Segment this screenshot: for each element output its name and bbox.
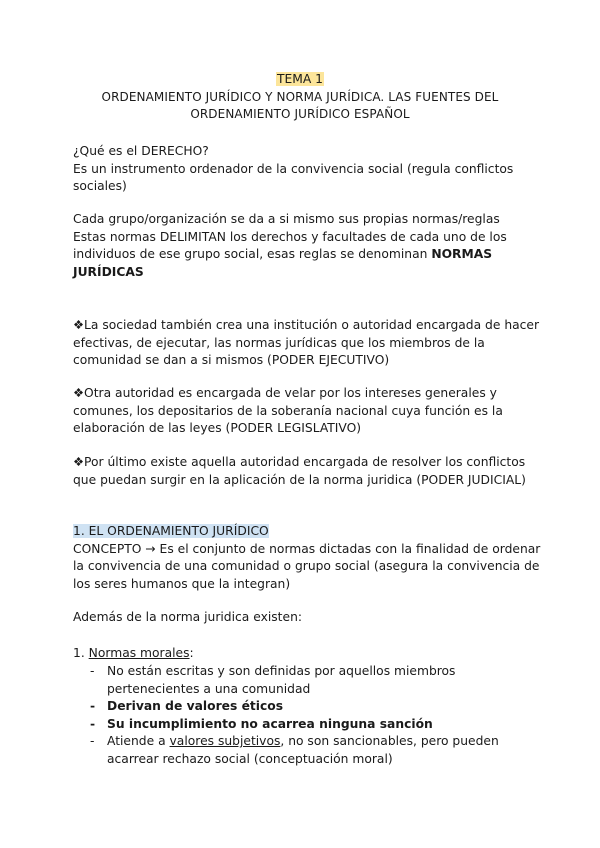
topic-label: TEMA 1 (276, 72, 324, 86)
answer-derecho: Es un instrumento ordenador de la convivencia social (regula conflictos sociales) (73, 161, 514, 193)
moral-norms-list (73, 663, 543, 768)
section-heading: 1. EL ORDENAMIENTO JURÍDICO (73, 524, 269, 538)
norms-line-3: individuos de ese grupo social, esas reglas se denominan NORMAS JURÍDICAS (73, 247, 493, 279)
concept-paragraph: CONCEPTO → Es el conjunto de normas dictadas con la finalidad de ordenar la convivencia de una comunidad o grupo social (asegura la convivencia de los seres humanos que la integran) (73, 541, 541, 591)
dash-bullet: - (90, 664, 95, 678)
normas-juridicas-term: NORMAS JURÍDICAS (73, 247, 493, 279)
moral-norms-heading: 1. Normas morales: (73, 646, 194, 660)
moral-norms-title: Normas morales (88, 646, 190, 660)
judicial-power-paragraph: ❖Por último existe aquella autoridad encargada de resolver los conflictos que puedan surgir en la aplicación de la norma juridica (PODER JUDICIAL) (73, 455, 526, 487)
list-item: - No están escritas y son definidas por aquellos miembros pertenecientes a una comunidad (90, 664, 456, 696)
other-norms-intro: Además de la norma juridica existen: (73, 610, 302, 624)
subjective-values-term: valores subjetivos (169, 734, 281, 748)
dash-bullet: - (90, 699, 96, 713)
legislative-power-paragraph: ❖Otra autoridad es encargada de velar por los intereses generales y comunes, los depositarios de la soberanía nacional cuya función es la elaboración de las leyes (PODER LEGISLATIVO) (73, 386, 503, 435)
list-item: - Derivan de valores éticos (73, 698, 543, 716)
question-derecho: ¿Qué es el DERECHO? (73, 144, 209, 158)
diamond-bullet-icon: ❖ (73, 386, 85, 400)
norms-line-2: Estas normas DELIMITAN los derechos y facultades de cada uno de los (73, 229, 507, 244)
page-title-line-2: ORDENAMIENTO JURÍDICO ESPAÑOL (190, 107, 410, 121)
list-item: - Atiende a valores subjetivos, no son sancionables, pero pueden acarrear rechazo social (conceptuación moral) (90, 734, 499, 766)
norms-paragraph (73, 211, 543, 281)
executive-power-paragraph: ❖La sociedad también crea una institución o autoridad encargada de hacer efectivas, de ejecutar, las normas jurídicas que los miembros de la comunidad se dan a si mismos (PODER EJECUTIVO) (73, 318, 540, 367)
title-block (0, 71, 600, 124)
diamond-bullet-icon: ❖ (73, 318, 85, 332)
page-title-line-1: ORDENAMIENTO JURÍDICO Y NORMA JURÍDICA. LAS FUENTES DEL (101, 89, 499, 104)
diamond-bullet-icon: ❖ (73, 455, 85, 469)
dash-bullet: - (90, 734, 95, 748)
intro-section (73, 143, 543, 196)
dash-bullet: - (90, 716, 96, 731)
list-item: - Su incumplimiento no acarrea ninguna sanción (73, 716, 543, 734)
section-1 (73, 523, 543, 593)
norms-line-1: Cada grupo/organización se da a si mismo sus propias normas/reglas (73, 212, 500, 226)
